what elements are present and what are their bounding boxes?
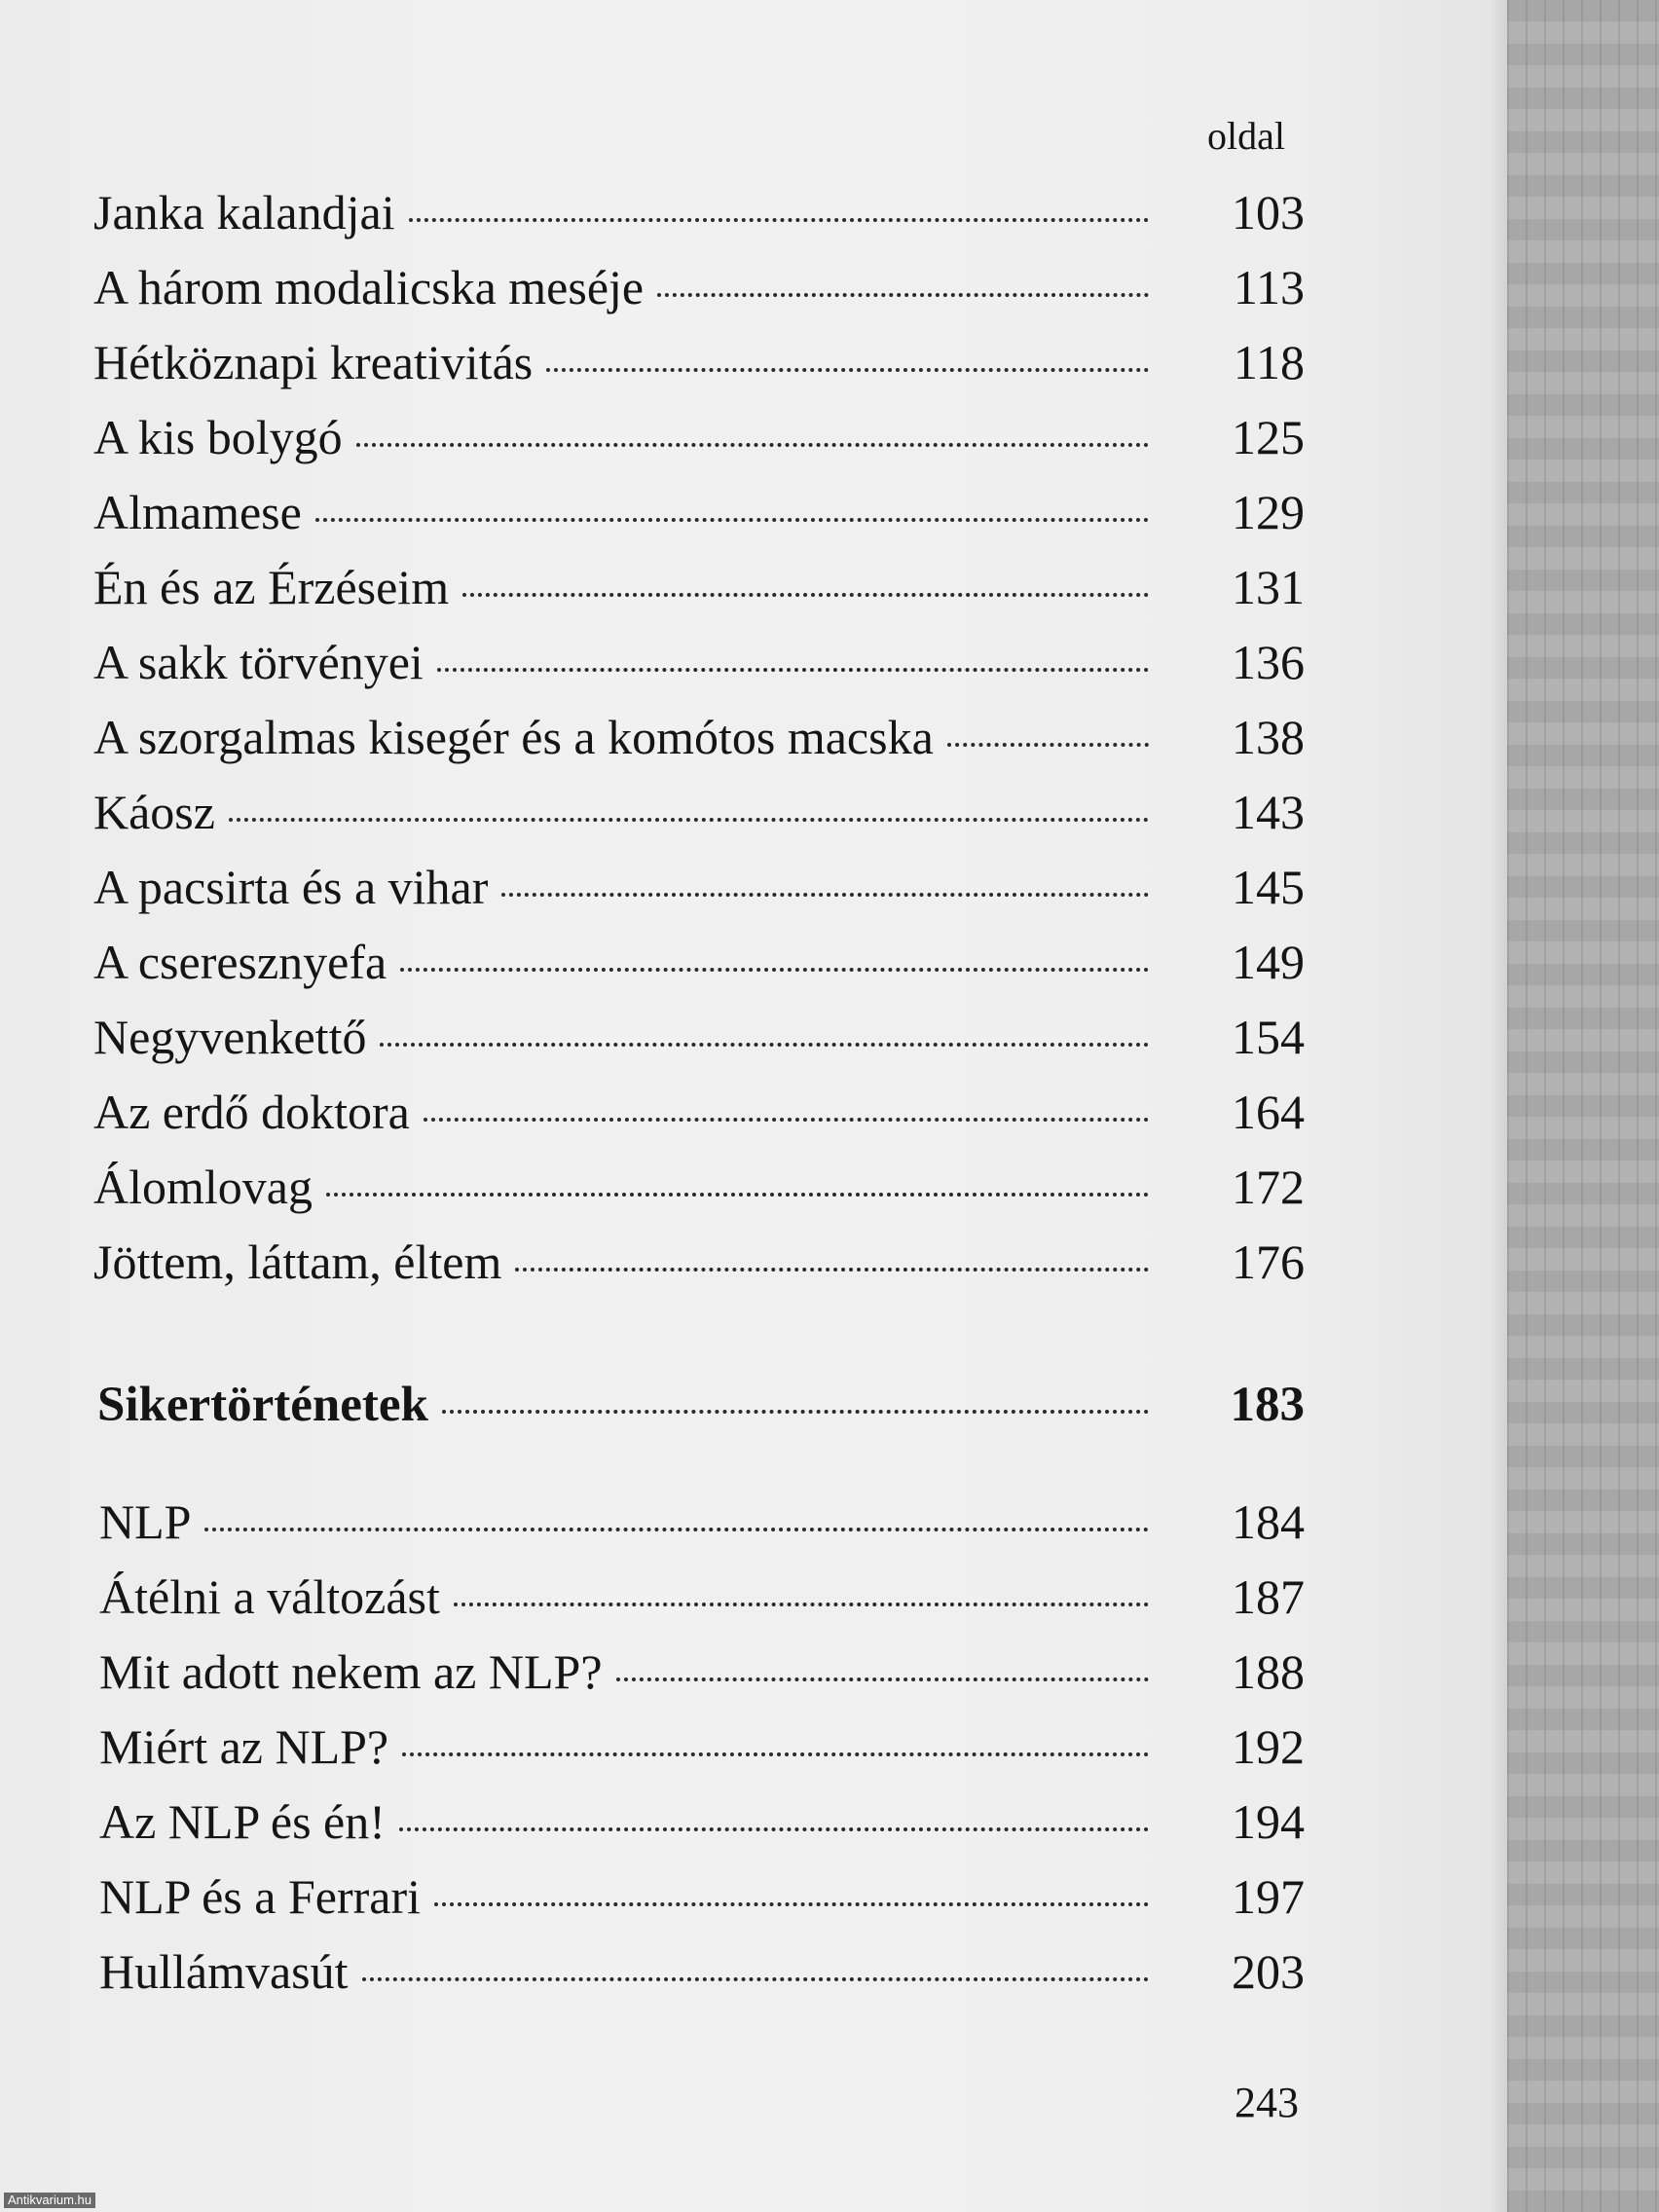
dot-leader [399,1827,1149,1831]
toc-entry-title: Mit adott nekem az NLP? [99,1644,603,1699]
toc-entry-title: Almamese [93,485,302,539]
toc-entry [93,1075,1305,1150]
toc-entry-title: Hétköznapi kreativitás [93,335,534,389]
toc-entry-title: A pacsirta és a vihar [93,860,489,914]
toc-entry-page: 125 [1232,410,1305,464]
toc-entry [93,775,1305,850]
toc-entry-title: A kis bolygó [93,410,343,464]
section-heading [97,1368,1305,1443]
dot-leader [515,1268,1149,1272]
dot-leader [546,368,1149,372]
dot-leader [437,668,1149,672]
toc-entry-page: 145 [1232,860,1305,914]
page-number: 243 [1235,2079,1299,2126]
toc-entry [99,1935,1305,2009]
toc-entry [93,625,1305,700]
toc-entry-page: 188 [1232,1644,1305,1699]
toc-entry-title: Negyvenkettő [93,1010,367,1064]
contents-list [93,175,1305,1300]
toc-entry-page: 103 [1232,185,1305,240]
toc-entry-title: Jöttem, láttam, éltem [93,1235,502,1289]
toc-entry [99,1785,1305,1860]
dot-leader [356,443,1149,447]
toc-entry-page: 176 [1232,1235,1305,1289]
toc-entry-page: 154 [1232,1010,1305,1064]
toc-entry-title: Az erdő doktora [93,1085,410,1139]
toc-entry-page: 143 [1232,785,1305,839]
dot-leader [326,1193,1149,1197]
toc-entry [93,925,1305,1000]
toc-entry-page: 203 [1232,1944,1305,1999]
toc-entry-title: Miért az NLP? [99,1719,389,1774]
dot-leader [501,893,1149,897]
toc-entry-page: 131 [1232,560,1305,614]
toc-entry [99,1635,1305,1710]
dot-leader [947,743,1149,747]
toc-entry-title: Én és az Érzéseim [93,560,450,614]
dot-leader [657,293,1149,297]
dot-leader [402,1752,1149,1756]
toc-entry-title: A szorgalmas kisegér és a komótos macska [93,710,934,764]
background-surface [1507,0,1659,2212]
toc-entry-page: 129 [1232,485,1305,539]
section-title: Sikertörténetek [97,1378,428,1432]
page-edge-shadow [1490,0,1507,2212]
toc-entry [93,250,1305,325]
dot-leader [380,1043,1149,1047]
toc-entry-title: Káosz [93,785,215,839]
toc-entry [99,1710,1305,1785]
dot-leader [616,1677,1149,1681]
toc-entry-page: 136 [1232,635,1305,689]
watermark-label: Antikvarium.hu [4,2193,95,2208]
section-contents-list [99,1485,1305,2009]
dot-leader [454,1603,1149,1606]
toc-entry-title: Átélni a változást [99,1569,440,1624]
toc-entry [99,1860,1305,1935]
dot-leader [315,518,1149,522]
toc-entry [99,1560,1305,1635]
toc-entry-title: Hullámvasút [99,1944,349,1999]
dot-leader [229,818,1149,822]
toc-entry [93,700,1305,775]
toc-entry-title: Álomlovag [93,1160,313,1214]
toc-entry [93,325,1305,400]
dot-leader [362,1977,1149,1981]
toc-entry-title: A három modalicska meséje [93,260,645,314]
dot-leader [462,593,1149,597]
dot-leader [400,968,1149,972]
dot-leader [204,1528,1149,1531]
toc-entry [93,1225,1305,1300]
toc-entry-page: 113 [1233,260,1305,314]
toc-entry-page: 164 [1232,1085,1305,1139]
toc-entry-title: NLP [99,1494,192,1549]
toc-entry-page: 138 [1232,710,1305,764]
toc-entry-title: A cseresznyefa [93,935,387,989]
toc-entry [93,475,1305,550]
page-column-header: oldal [1207,114,1285,158]
toc-entry [93,1000,1305,1075]
toc-entry [99,1485,1305,1560]
toc-entry [93,1150,1305,1225]
toc-entry [93,850,1305,925]
dot-leader [409,218,1149,222]
toc-entry-title: A sakk törvényei [93,635,424,689]
toc-entry-page: 194 [1232,1794,1305,1849]
toc-entry-page: 184 [1232,1494,1305,1549]
toc-entry-page: 187 [1232,1569,1305,1624]
dot-leader [442,1410,1149,1414]
toc-entry [93,175,1305,250]
toc-entry-title: NLP és a Ferrari [99,1869,421,1924]
toc-entry-title: Az NLP és én! [99,1794,386,1849]
section-page: 183 [1230,1378,1305,1432]
toc-entry-page: 197 [1232,1869,1305,1924]
toc-entry [93,550,1305,625]
toc-entry-page: 192 [1232,1719,1305,1774]
dot-leader [424,1118,1149,1122]
toc-entry-page: 149 [1232,935,1305,989]
dot-leader [434,1902,1149,1906]
toc-entry-page: 118 [1233,335,1305,389]
toc-entry-title: Janka kalandjai [93,185,395,240]
toc-entry [93,400,1305,475]
section-heading-row [97,1368,1305,1443]
toc-entry-page: 172 [1232,1160,1305,1214]
